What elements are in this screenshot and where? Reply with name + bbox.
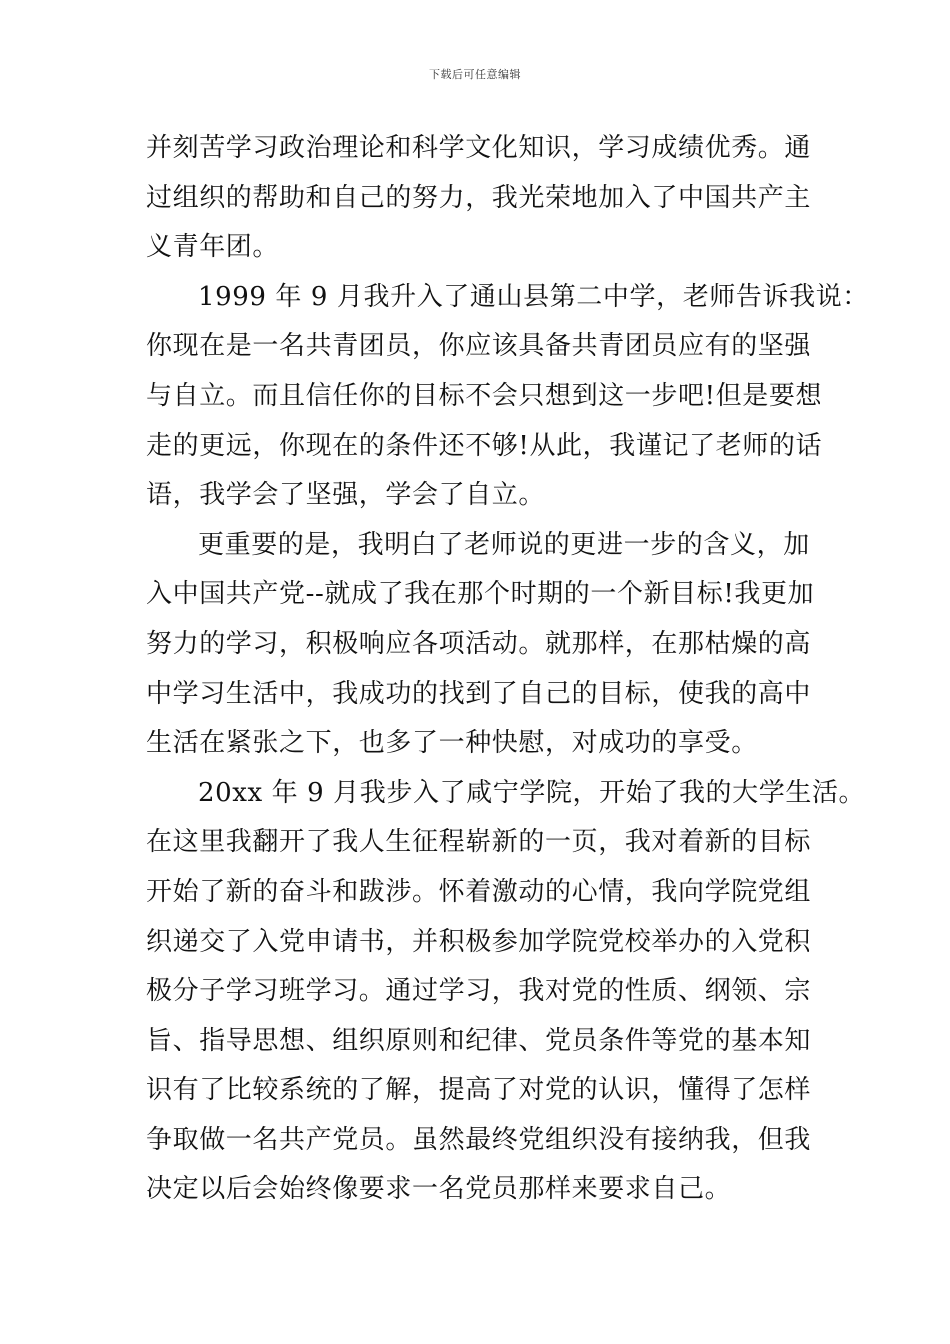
paragraph-1 [146, 124, 812, 273]
paragraph-line: 义青年团。 [146, 232, 280, 263]
paragraph-line: 在这里我翻开了我人生征程崭新的一页，我对着新的目标 [146, 827, 812, 858]
paragraph-4 [146, 769, 866, 1215]
paragraph-2 [146, 273, 869, 521]
paragraph-line: 20xx 年 9 月我步入了咸宁学院，开始了我的大学生活。 [198, 777, 866, 808]
paragraph-line: 走的更远，你现在的条件还不够!从此，我谨记了老师的话 [146, 430, 823, 461]
paragraph-line: 并刻苦学习政治理论和科学文化知识，学习成绩优秀。通 [146, 133, 812, 163]
paragraph-3 [146, 521, 815, 769]
paragraph-line: 极分子学习班学习。通过学习，我对党的性质、纲领、宗 [146, 976, 812, 1007]
paragraph-line: 语，我学会了坚强，学会了自立。 [146, 480, 546, 511]
paragraph-line: 开始了新的奋斗和跋涉。怀着激动的心情，我向学院党组 [146, 876, 812, 907]
paragraph-line: 识有了比较系统的了解，提高了对党的认识，懂得了怎样 [146, 1075, 812, 1106]
paragraph-line: 努力的学习，积极响应各项活动。就那样，在那枯燥的高 [146, 628, 812, 659]
paragraph-line: 1999 年 9 月我升入了通山县第二中学，老师告诉我说： [198, 281, 869, 312]
paragraph-line: 更重要的是，我明白了老师说的更进一步的含义，加 [198, 529, 810, 560]
paragraph-line: 你现在是一名共青团员，你应该具备共青团员应有的坚强 [146, 331, 812, 362]
paragraph-line: 与自立。而且信任你的目标不会只想到这一步吧!但是要想 [146, 380, 823, 411]
header-note: 下载后可任意编辑 [429, 68, 521, 81]
paragraph-line: 中学习生活中，我成功的找到了自己的目标，使我的高中 [146, 678, 812, 709]
paragraph-line: 决定以后会始终像要求一名党员那样来要求自己。 [146, 1174, 732, 1205]
paragraph-line: 入中国共产党--就成了我在那个时期的一个新目标!我更加 [146, 579, 815, 610]
paragraph-line: 织递交了入党申请书，并积极参加学院党校举办的入党积 [146, 926, 812, 957]
paragraph-line: 旨、指导思想、组织原则和纪律、党员条件等党的基本知 [146, 1025, 812, 1056]
paragraph-line: 争取做一名共产党员。虽然最终党组织没有接纳我，但我 [146, 1124, 812, 1155]
paragraph-line: 过组织的帮助和自己的努力，我光荣地加入了中国共产主 [146, 182, 812, 213]
paragraph-line: 生活在紧张之下，也多了一种快慰，对成功的享受。 [146, 728, 758, 759]
document-body [146, 124, 869, 1215]
